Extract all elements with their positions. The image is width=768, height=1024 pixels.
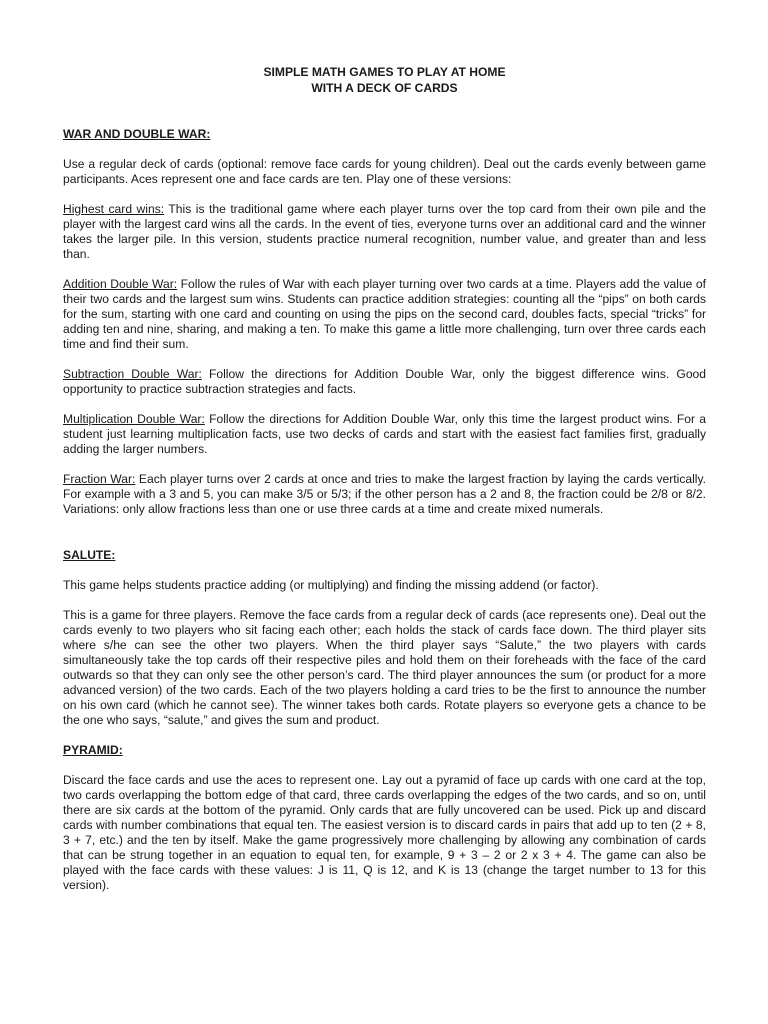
fraction-war-label: Fraction War: xyxy=(63,472,136,486)
document-title xyxy=(63,64,706,96)
subtraction-double-war-text: Follow the directions for Addition Double War, only the biggest difference wins. Good opportunity to practice subtraction strategies and facts. xyxy=(63,367,707,396)
addition-double-war-label: Addition Double War: xyxy=(63,277,178,291)
document-page xyxy=(63,64,706,893)
multiplication-double-war-text: Follow the directions for Addition Double War, only this time the largest product wins. For a student just learning multiplication facts, use two decks of cards and start with the easiest fact families first, gradually adding the larger numbers. xyxy=(63,412,707,456)
fraction-war-text: Each player turns over 2 cards at once and tries to make the largest fraction by laying the cards vertically. For example with a 3 and 5, you can make 3/5 or 5/3; if the other person has a 2 and 8, the fraction could be 2/8 or 8/2. Variations: only allow fractions less than one or use three cards at a time and create mixed numerals. xyxy=(63,472,706,516)
section-heading-war: WAR AND DOUBLE WAR: xyxy=(63,127,211,141)
title-line-2: WITH A DECK OF CARDS xyxy=(311,81,458,95)
section-heading-salute: SALUTE: xyxy=(63,548,116,562)
highest-card-wins-text: This is the traditional game where each player turns over the top card from their own pile and the player with the largest card wins all the cards. In the event of ties, everyone turns over an additional card and the winner takes the larger pile. In this version, students practice numeral recognition, number value, and greater than and less than. xyxy=(63,202,706,261)
addition-double-war-text: Follow the rules of War with each player turning over two cards at a time. Players add the value of their two cards and the largest sum wins. Students can practice addition strategies: counting all the “pips” on both cards for the sum, starting with one card and counting on using the pips on the second card, doubles facts, special “tricks” for adding ten and nine, sharing, and making a ten. To make this game a little more challenging, turn over three cards each time and find their sum. xyxy=(63,277,707,351)
multiplication-double-war-label: Multiplication Double War: xyxy=(63,412,205,426)
multiplication-double-war-paragraph xyxy=(63,412,706,457)
title-line-1: SIMPLE MATH GAMES TO PLAY AT HOME xyxy=(263,65,506,79)
fraction-war-paragraph xyxy=(63,472,706,517)
highest-card-wins-label: Highest card wins: xyxy=(63,202,165,216)
pyramid-rules-paragraph: Discard the face cards and use the aces to represent one. Lay out a pyramid of face up cards with one card at the top, two cards overlapping the bottom edge of that card, three cards overlapping the edges of the two cards, and so on, until there are six cards at the bottom of the pyramid. Only cards that are fully uncovered can be used. Pick up and discard cards with number combinations that equal ten. The easiest version is to discard cards in pairs that add up to ten (2 + 8, 3 + 7, etc.) and the ten by itself. Make the game progressively more challenging by allowing any combination of cards that can be strung together in an equation to equal ten, for example, 9 + 3 – 2 or 2 x 3 + 4. The game can also be played with the face cards with these values: J is 11, Q is 12, and K is 13 (change the target number to 13 for this version). xyxy=(63,773,706,892)
salute-intro-paragraph: This game helps students practice adding (or multiplying) and finding the missing addend (or factor). xyxy=(63,578,599,592)
subtraction-double-war-label: Subtraction Double War: xyxy=(63,367,202,381)
highest-card-wins-paragraph xyxy=(63,202,706,262)
war-intro-paragraph: Use a regular deck of cards (optional: remove face cards for young children). Deal out the cards evenly between game participants. Aces represent one and face cards are ten. Play one of these versions: xyxy=(63,157,706,186)
subtraction-double-war-paragraph xyxy=(63,367,706,397)
section-heading-pyramid: PYRAMID: xyxy=(63,743,123,757)
salute-rules-paragraph: This is a game for three players. Remove the face cards from a regular deck of cards (ace represents one). Deal out the cards evenly to two players who sit facing each other; each holds the stack of cards face down. The third player sits where s/he can see the other two players. When the third player says “Salute,” the two players with cards simultaneously take the top cards off their respective piles and hold them on their foreheads with the face of the card outwards so that they can only see the other person’s card. The third player announces the sum (or product for a more advanced version) of the two cards. Each of the two players holding a card tries to be the first to announce the number on his own card (which he cannot see). The winner takes both cards. Rotate players so everyone gets a chance to be the one who says, “salute,” and gives the sum and product. xyxy=(63,608,706,727)
addition-double-war-paragraph xyxy=(63,277,706,352)
